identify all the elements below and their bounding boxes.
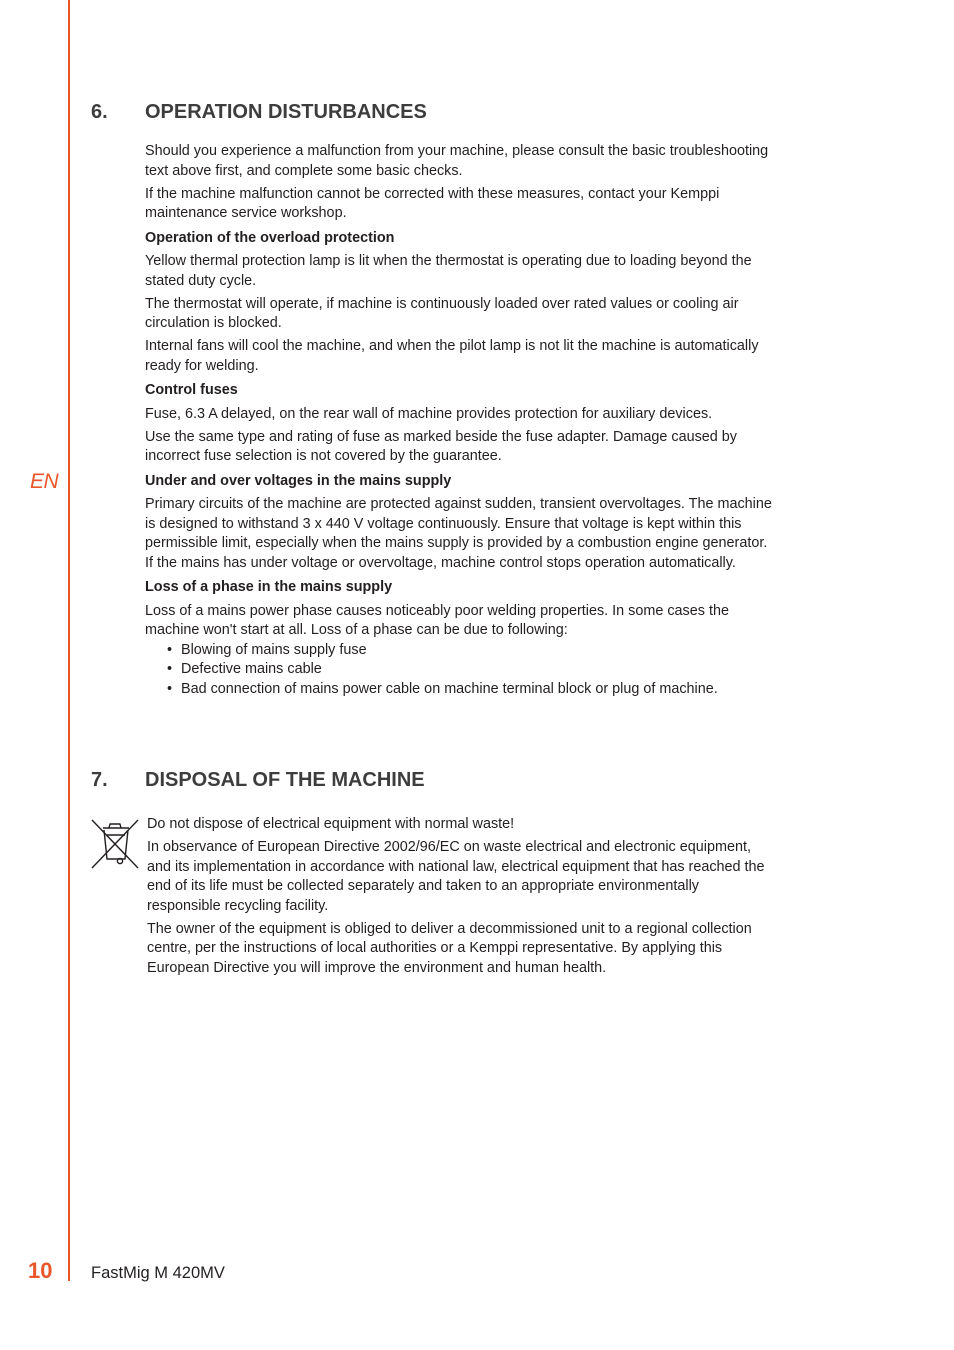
section-7-number: 7. bbox=[91, 769, 108, 791]
bullet-icon: • bbox=[167, 661, 173, 677]
language-tag: EN bbox=[30, 470, 59, 493]
bullet-icon: • bbox=[167, 680, 173, 697]
section-6-heading bbox=[91, 101, 427, 124]
overload-paragraph: Yellow thermal protection lamp is lit when the thermostat is operating due to loading beyond the stated duty cycle. bbox=[145, 253, 752, 289]
voltages-paragraph: Primary circuits of the machine are protected against sudden, transient overvoltages. The machine is designed to withstand 3 x 440 V voltage continuously. Ensure that voltage is kept within this permissible limit, especially when the mains supply is provided by a combustion engine generator. If the mains has under voltage or overvoltage, machine control stops operation automatically. bbox=[145, 496, 772, 571]
section-7-title: DISPOSAL OF THE MACHINE bbox=[145, 769, 425, 791]
overload-paragraph: The thermostat will operate, if machine is continuously loaded over rated values or cooling air circulation is blocked. bbox=[145, 295, 739, 331]
disposal-paragraph: In observance of European Directive 2002/96/EC on waste electrical and electronic equipment, and its implementation in accordance with national law, electrical equipment that has reached the end of its life must be collected separately and taken to an appropriate environmentally responsible recycling facility. bbox=[147, 839, 765, 914]
phase-loss-bullet-list bbox=[145, 641, 775, 700]
margin-rule bbox=[68, 0, 70, 1281]
fuses-paragraph: Use the same type and rating of fuse as marked beside the fuse adapter. Damage caused by incorrect fuse selection is not covered by the guarantee. bbox=[145, 428, 737, 464]
section-6-title: OPERATION DISTURBANCES bbox=[145, 101, 427, 123]
voltages-heading: Under and over voltages in the mains supply bbox=[145, 472, 452, 489]
page-number: 10 bbox=[28, 1258, 53, 1283]
intro-paragraph: If the machine malfunction cannot be corrected with these measures, contact your Kemppi maintenance service workshop. bbox=[145, 185, 720, 221]
section-6-number: 6. bbox=[91, 101, 108, 123]
list-item: • Defective mains cable bbox=[145, 660, 775, 680]
phase-loss-heading: Loss of a phase in the mains supply bbox=[145, 579, 393, 595]
phase-loss-paragraph: Loss of a mains power phase causes noticeably poor welding properties. In some cases the machine won't start at all. Loss of a phase can be due to following: bbox=[145, 602, 729, 638]
list-item: • Bad connection of mains power cable on machine terminal block or plug of machine. bbox=[145, 680, 775, 700]
disposal-paragraph: Do not dispose of electrical equipment with normal waste! bbox=[147, 816, 515, 832]
crossed-out-wheelie-bin-icon bbox=[90, 818, 140, 870]
disposal-paragraph: The owner of the equipment is obliged to deliver a decommissioned unit to a regional collection centre, per the instructions of local authorities or a Kemppi representative. By applying this European Directive you will improve the environment and human health. bbox=[147, 920, 752, 976]
intro-paragraph: Should you experience a malfunction from your machine, please consult the basic troubleshooting text above first, and complete some basic checks. bbox=[145, 143, 769, 179]
overload-paragraph: Internal fans will cool the machine, and when the pilot lamp is not lit the machine is automatically ready for welding. bbox=[145, 338, 759, 374]
section-7-heading bbox=[91, 769, 425, 792]
fuses-heading: Control fuses bbox=[145, 382, 238, 398]
overload-heading: Operation of the overload protection bbox=[145, 229, 395, 246]
list-item: • Blowing of mains supply fuse bbox=[145, 641, 775, 661]
fuses-paragraph: Fuse, 6.3 A delayed, on the rear wall of machine provides protection for auxiliary devices. bbox=[145, 405, 713, 422]
section-6-body bbox=[145, 142, 775, 699]
section-7-body bbox=[147, 815, 767, 982]
footer-product-name: FastMig M 420MV bbox=[91, 1264, 225, 1282]
bullet-icon: • bbox=[167, 641, 173, 658]
